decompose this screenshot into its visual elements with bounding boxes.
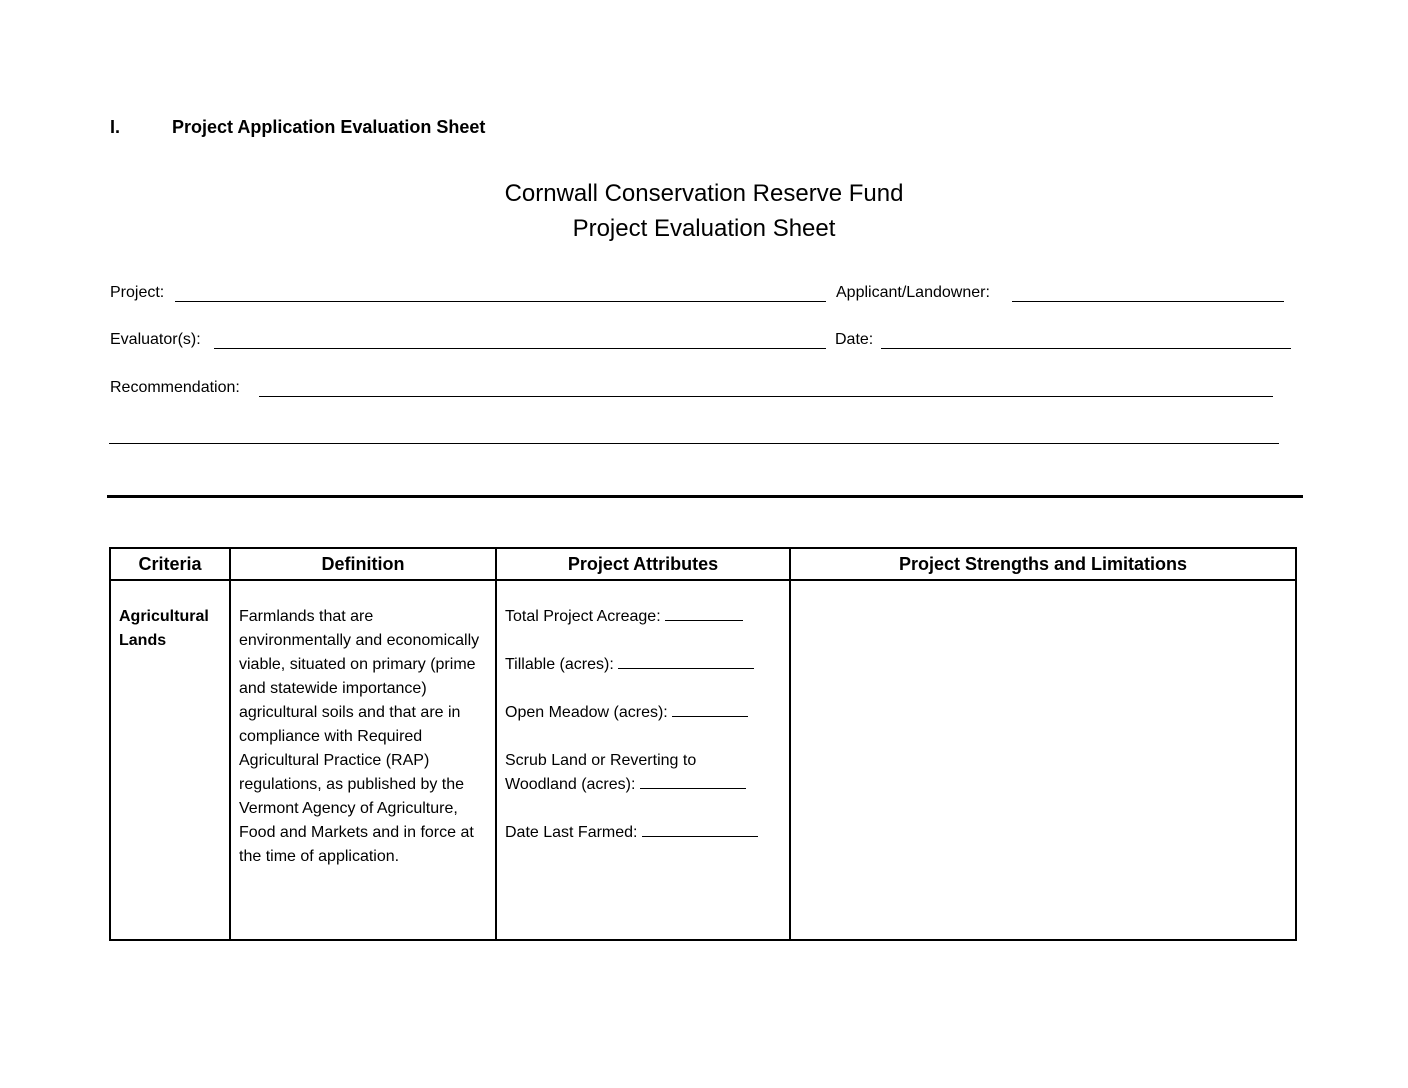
evaluators-label: Evaluator(s): <box>110 331 201 348</box>
recommendation-label: Recommendation: <box>110 379 240 396</box>
attribute-date-last-farmed <box>505 821 781 845</box>
project-field[interactable] <box>175 301 826 302</box>
open-meadow-field[interactable] <box>672 702 748 717</box>
header-definition: Definition <box>230 548 496 580</box>
evaluators-field[interactable] <box>214 348 826 349</box>
applicant-field[interactable] <box>1012 301 1284 302</box>
definition-cell <box>230 580 496 940</box>
section-title: Project Application Evaluation Sheet <box>172 117 486 137</box>
attribute-label: Date Last Farmed: <box>505 824 638 841</box>
attribute-total-acreage <box>505 605 781 629</box>
recommendation-field-line2[interactable] <box>109 443 1279 444</box>
criteria-text: Agricultural Lands <box>119 608 209 649</box>
table-row <box>110 580 1296 940</box>
attribute-label: Open Meadow (acres): <box>505 704 668 721</box>
header-strengths-limitations: Project Strengths and Limitations <box>790 548 1296 580</box>
project-label: Project: <box>110 284 165 301</box>
attribute-label: Tillable (acres): <box>505 656 614 673</box>
recommendation-field[interactable] <box>259 396 1273 397</box>
table-header-row <box>110 548 1296 580</box>
header-criteria: Criteria <box>110 548 230 580</box>
document-title: Cornwall Conservation Reserve Fund <box>504 180 904 207</box>
attribute-label: Total Project Acreage: <box>505 608 661 625</box>
attribute-tillable <box>505 653 781 677</box>
attribute-open-meadow <box>505 701 781 725</box>
attributes-cell <box>496 580 790 940</box>
applicant-label: Applicant/Landowner: <box>836 284 990 301</box>
section-divider <box>107 495 1303 498</box>
document-subtitle: Project Evaluation Sheet <box>572 215 836 242</box>
date-last-farmed-field[interactable] <box>642 822 758 837</box>
header-project-attributes: Project Attributes <box>496 548 790 580</box>
total-acreage-field[interactable] <box>665 606 743 621</box>
tillable-field[interactable] <box>618 654 754 669</box>
scrub-land-field[interactable] <box>640 774 746 789</box>
date-label: Date: <box>835 331 874 348</box>
strengths-cell[interactable] <box>790 580 1296 940</box>
section-number: I. <box>110 117 121 137</box>
attribute-scrub-land <box>505 749 767 797</box>
attribute-label: Scrub Land or Reverting to Woodland (acres): <box>505 752 697 793</box>
date-field[interactable] <box>881 348 1291 349</box>
definition-text: Farmlands that are environmentally and economically viable, situated on primary (prime and statewide importance) agricultural soils and that are in compliance with Required Agricultural Practice (RAP) regulations, as published by the Vermont Agency of Agriculture, Food and Markets and in force at the time of application. <box>239 608 480 865</box>
evaluation-table <box>109 547 1297 941</box>
criteria-cell <box>110 580 230 940</box>
